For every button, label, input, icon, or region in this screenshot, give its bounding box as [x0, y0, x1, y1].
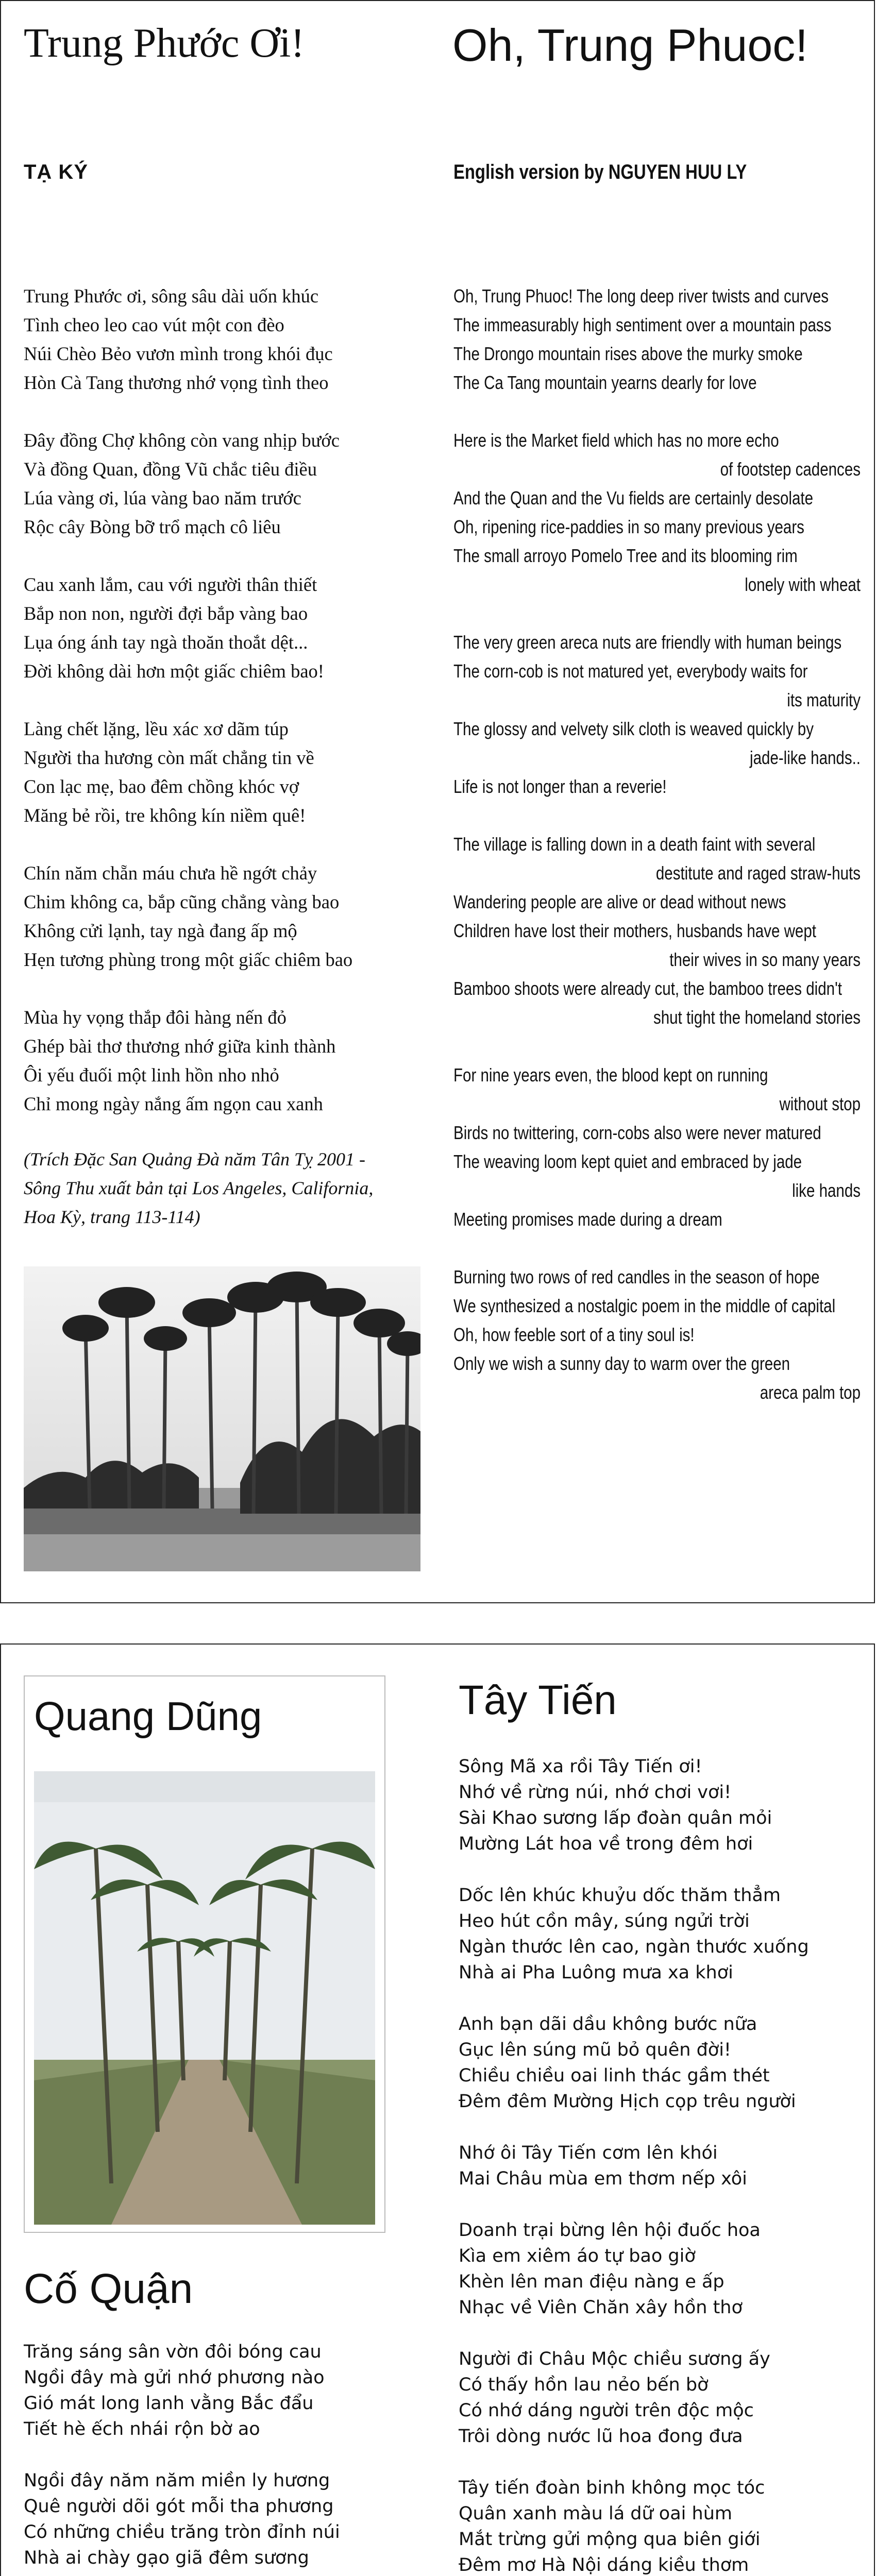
poem-line: Sông Mã xa rồi Tây Tiến ơi!	[459, 1756, 702, 1777]
poem-line: Có những chiều trăng tròn đỉnh núi	[24, 2522, 340, 2543]
poem-line: The weaving loom kept quiet and embraced by jade	[453, 1151, 802, 1172]
poem-line-continuation: areca palm top	[760, 1382, 861, 1403]
poem-line: Chỉ mong ngày nắng ấm ngọn cau xanh	[24, 1093, 323, 1114]
poem-line: Chim không ca, bắp cũng chẳng vàng bao	[24, 891, 340, 912]
poem-line: Heo hút cồn mây, súng ngửi trời	[459, 1911, 750, 1931]
poem-line: Rộc cây Bòng bỡ trổ mạch cô liêu	[24, 516, 281, 537]
poem-line: Nhạc về Viên Chăn xây hồn thơ	[459, 2297, 743, 2318]
poem-line: Sài Khao sương lấp đoàn quân mỏi	[459, 1808, 772, 1828]
poem-line: Doanh trại bừng lên hội đuốc hoa	[459, 2220, 761, 2241]
poem-line: The Ca Tang mountain yearns dearly for love	[453, 372, 757, 393]
poem-line-continuation: its maturity	[787, 689, 861, 710]
poem-line: Gió mát long lanh vằng Bắc đẩu	[24, 2393, 314, 2414]
poem-line: Nhà ai chày gạo giã đêm sương	[24, 2548, 309, 2568]
poem-line: Và đồng Quan, đồng Vũ chắc tiêu điều	[24, 459, 317, 480]
poem-line: Hẹn tương phùng trong một giấc chiêm bao	[24, 949, 353, 970]
stanza	[24, 2339, 436, 2442]
poem-line-continuation: like hands	[792, 1180, 861, 1201]
poem-line: Mùa hy vọng thắp đôi hàng nến đỏ	[24, 1007, 287, 1028]
vi-title: Trung Phước Ơi!	[24, 21, 305, 66]
poem-line-continuation: shut tight the homeland stories	[653, 1007, 861, 1028]
co-quan-poem	[24, 2339, 436, 2576]
co-quan-title: Cố Quận	[24, 2265, 193, 2312]
stanza	[24, 1003, 426, 1118]
poem-line: Mai Châu mùa em thơm nếp xôi	[459, 2168, 747, 2189]
poem-line: Here is the Market field which has no more echo	[453, 430, 779, 451]
poem-line: Người tha hương còn mất chẳng tin về	[24, 747, 314, 768]
poem-line: Trăng sáng sân vờn đôi bóng cau	[24, 2342, 322, 2362]
stanza	[459, 2346, 866, 2449]
poem-line: Children have lost their mothers, husbands have wept	[453, 920, 816, 941]
poem-line-continuation: of footstep cadences	[720, 459, 861, 480]
poem-line: Có nhớ dáng người trên độc mộc	[459, 2400, 754, 2421]
stanza	[24, 2468, 436, 2571]
poem-line: Hòn Cà Tang thương nhớ vọng tình theo	[24, 372, 329, 393]
vi-author: TẠ KÝ	[24, 161, 88, 183]
tay-tien-title: Tây Tiến	[459, 1677, 617, 1723]
poem-line: Lụa óng ánh tay ngà thoăn thoắt dệt...	[24, 632, 308, 653]
poem-line: Không cửi lạnh, tay ngà đang ấp mộ	[24, 920, 297, 941]
poem-line: Mắt trừng gửi mộng qua biên giới	[459, 2529, 761, 2550]
poem-line: Chín năm chẵn máu chưa hề ngớt chảy	[24, 862, 317, 884]
stanza	[459, 2140, 866, 2192]
poem-line: Life is not longer than a reverie!	[453, 776, 667, 797]
poem-line: Có thấy hồn lau nẻo bến bờ	[459, 2375, 709, 2395]
page-2-quang-dung	[0, 1643, 875, 2576]
poem-line: Bamboo shoots were already cut, the bamboo trees didn't	[453, 978, 842, 999]
stanza	[453, 1061, 861, 1234]
text-line: Sông Thu xuất bản tại Los Angeles, California,	[24, 1178, 374, 1198]
poem-line: Cau xanh lắm, cau với người thân thiết	[24, 574, 317, 595]
poem-line: For nine years even, the blood kept on running	[453, 1064, 768, 1086]
poem-line: The Drongo mountain rises above the murky smoke	[453, 343, 803, 364]
poem-line: Dốc lên khúc khuỷu dốc thăm thẳm	[459, 1885, 781, 1906]
poem-line: Ngồi đây mà gửi nhớ phương nào	[24, 2367, 325, 2388]
stanza	[24, 570, 426, 686]
poem-line: Măng bẻ rồi, tre không kín niềm quê!	[24, 805, 306, 826]
poem-line: Ngồi đây năm năm miền ly hương	[24, 2470, 330, 2491]
stanza	[24, 282, 426, 397]
stanza	[459, 1754, 866, 1857]
poem-line: Chiều chiều oai linh thác gầm thét	[459, 2065, 770, 2086]
poem-line: Khèn lên man điệu nàng e ấp	[459, 2272, 725, 2292]
poem-line: Trung Phước ơi, sông sâu dài uốn khúc	[24, 285, 319, 307]
poem-line: Burning two rows of red candles in the season of hope	[453, 1266, 820, 1287]
poem-line: Đây đồng Chợ không còn vang nhịp bước	[24, 430, 340, 451]
stanza	[459, 1883, 866, 1986]
poem-line-continuation: destitute and raged straw-huts	[655, 862, 861, 884]
stanza	[24, 715, 426, 830]
stanza	[453, 282, 861, 397]
poem-line: Làng chết lặng, lều xác xơ dãm túp	[24, 718, 289, 739]
citation	[24, 1145, 431, 1231]
en-credit: English version by NGUYEN HUU LY	[453, 161, 747, 183]
poem-line: Tình cheo leo cao vút một con đèo	[24, 314, 284, 335]
poem-line-continuation: without stop	[779, 1093, 861, 1114]
text-line: (Trích Đặc San Quảng Đà năm Tân Tỵ 2001 -	[24, 1149, 365, 1170]
poem-line-continuation: lonely with wheat	[745, 574, 861, 595]
poem-line: Anh bạn dãi dầu không bước nữa	[459, 2014, 757, 2035]
poem-line: Núi Chèo Bẻo vươn mình trong khói đục	[24, 343, 333, 364]
poem-line: Quê người dõi gót mỗi tha phương	[24, 2496, 334, 2517]
poem-line: Đêm mơ Hà Nội dáng kiều thơm	[459, 2555, 749, 2575]
poem-line: Nhớ ôi Tây Tiến cơm lên khói	[459, 2143, 718, 2163]
poem-line: Tiết hè ếch nhái rộn bờ ao	[24, 2419, 260, 2439]
poem-line: Only we wish a sunny day to warm over the green	[453, 1353, 790, 1374]
stanza	[24, 859, 426, 974]
poem-line: Meeting promises made during a dream	[453, 1209, 722, 1230]
stanza	[459, 2011, 866, 2114]
poem-line: The corn-cob is not matured yet, everybody waits for	[453, 660, 808, 682]
poem-line: Lúa vàng ơi, lúa vàng bao năm trước	[24, 487, 301, 509]
poem-line: Ngàn thước lên cao, ngàn thước xuống	[459, 1937, 809, 1957]
poem-line: Bắp non non, người đợi bắp vàng bao	[24, 603, 308, 624]
poem-line: Birds no twittering, corn-cobs also were never matured	[453, 1122, 821, 1143]
poem-line: We synthesized a nostalgic poem in the middle of capital	[453, 1295, 836, 1316]
stanza	[453, 628, 861, 801]
poem-line: Tây tiến đoàn binh không mọc tóc	[459, 2478, 765, 2498]
poem-line: Đời không dài hơn một giấc chiêm bao!	[24, 660, 324, 682]
stanza	[453, 426, 861, 599]
poem-line: Oh, how feeble sort of a tiny soul is!	[453, 1324, 695, 1345]
areca-palm-photo	[24, 1266, 420, 1571]
poem-line: Quân xanh màu lá dữ oai hùm	[459, 2503, 732, 2524]
poem-line: Oh, ripening rice-paddies in so many previous years	[453, 516, 804, 537]
poem-line: Ghép bài thơ thương nhớ giữa kinh thành	[24, 1036, 336, 1057]
stanza	[453, 830, 861, 1032]
poem-line: Kìa em xiêm áo tự bao giờ	[459, 2246, 696, 2266]
palm-lane-photo	[34, 1771, 375, 2225]
stanza	[459, 2217, 866, 2320]
en-title: Oh, Trung Phuoc!	[452, 20, 808, 71]
poem-line: Nhà ai Pha Luông mưa xa khơi	[459, 1962, 733, 1983]
poem-line: Ôi yếu đuối một linh hồn nho nhỏ	[24, 1064, 279, 1086]
stanza	[459, 2475, 866, 2576]
poem-line: Trôi dòng nước lũ hoa đong đưa	[459, 2426, 743, 2447]
poem-line: Oh, Trung Phuoc! The long deep river twists and curves	[453, 285, 829, 307]
stanza	[453, 1263, 861, 1407]
poem-line-continuation: jade-like hands..	[750, 747, 861, 768]
poem-line-continuation: their wives in so many years	[669, 949, 861, 970]
photo-caption-name: Quang Dũng	[34, 1693, 262, 1739]
poem-line: The immeasurably high sentiment over a mountain pass	[453, 314, 832, 335]
poem-line: And the Quan and the Vu fields are certainly desolate	[453, 487, 814, 509]
poem-line: Người đi Châu Mộc chiều sương ấy	[459, 2349, 770, 2369]
poem-line: Con lạc mẹ, bao đêm chồng khóc vợ	[24, 776, 299, 797]
en-poem	[453, 282, 861, 1436]
poem-line: The very green areca nuts are friendly with human beings	[453, 632, 842, 653]
poem-line: The village is falling down in a death faint with several	[453, 834, 816, 855]
tay-tien-poem	[459, 1754, 866, 2576]
poem-line: Gục lên súng mũ bỏ quên đời!	[459, 2040, 731, 2060]
poem-line: Mường Lát hoa về trong đêm hơi	[459, 1834, 753, 1854]
poem-line: The small arroyo Pomelo Tree and its blooming rim	[453, 545, 798, 566]
text-line: Hoa Kỳ, trang 113-114)	[24, 1207, 200, 1227]
stanza	[24, 426, 426, 541]
poem-line: Đêm đêm Mường Hịch cọp trêu người	[459, 2091, 796, 2112]
vi-poem	[24, 282, 426, 1147]
poem-line: Wandering people are alive or dead without news	[453, 891, 786, 912]
poem-line: Nhớ về rừng núi, nhớ chơi vơi!	[459, 1782, 732, 1803]
poem-line: The glossy and velvety silk cloth is weaved quickly by	[453, 718, 814, 739]
